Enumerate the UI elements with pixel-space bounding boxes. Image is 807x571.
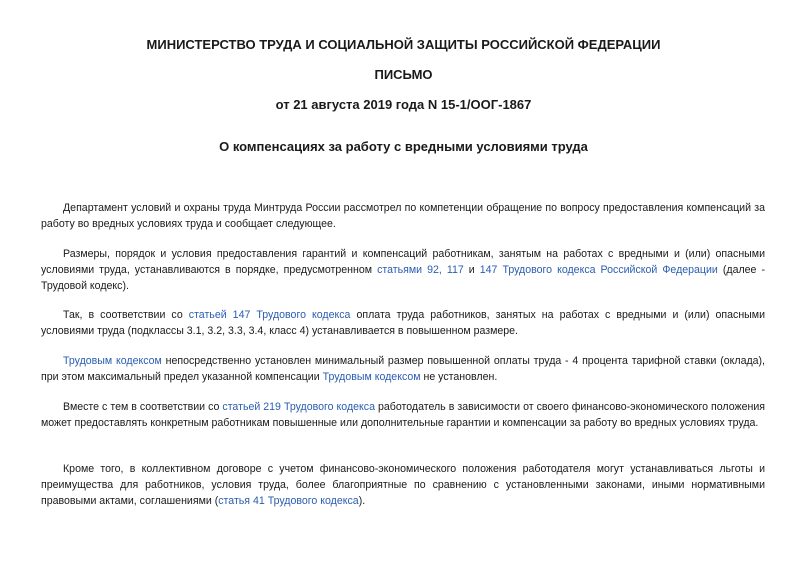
link-article-147[interactable]: статьей 147 Трудового кодекса [188, 309, 351, 321]
paragraph-2-text-2: и [463, 264, 480, 276]
paragraph-2-text-3: (далее - Трудовой кодекс). [41, 264, 765, 292]
paragraph-5-text-1: Вместе с тем в соответствии со [63, 401, 223, 413]
paragraph-1 [41, 200, 765, 232]
paragraph-1-text: Департамент условий и охраны труда Минтруда России рассмотрел по компетенции обращение по вопросу предоставления компенсаций за работу во вредных условиях труда и сообщает следующее. [41, 202, 765, 230]
ministry-title: МИНИСТЕРСТВО ТРУДА И СОЦИАЛЬНОЙ ЗАЩИТЫ РОССИЙСКОЙ ФЕДЕРАЦИИ [146, 37, 661, 52]
paragraph-5 [41, 399, 765, 431]
paragraph-4-text-1: непосредственно установлен минимальный размер повышенной оплаты труда - 4 процента тарифной ставки (оклада), при этом максимальный предел указанной компенсации [41, 355, 766, 383]
link-labor-code-2[interactable]: Трудовым кодексом [322, 371, 421, 383]
paragraph-2 [41, 246, 765, 294]
paragraph-6 [41, 461, 765, 509]
paragraph-2-text-1: Размеры, порядок и условия предоставления гарантий и компенсаций работникам, занятым на работах с вредными и (или) опасными условиями труда, устанавливаются в порядке, предусмотренном [41, 248, 765, 276]
document-type: ПИСЬМО [374, 67, 433, 82]
link-articles-92-117[interactable]: статьями 92, 117 [377, 264, 464, 276]
link-article-219[interactable]: статьей 219 Трудового кодекса [222, 401, 375, 413]
document-date-number: от 21 августа 2019 года N 15-1/ООГ-1867 [275, 97, 532, 112]
paragraph-4-text-2: не установлен. [420, 371, 498, 383]
paragraph-6-text-2: ). [358, 495, 366, 507]
paragraph-3-text-1: Так, в соответствии со [63, 309, 189, 321]
paragraph-3-text-2: оплата труда работников, занятых на работах с вредными и (или) опасными условиями труда (подклассы 3.1, 3.2, 3.3, 3.4, класс 4) устанавливается в повышенном размере. [41, 309, 765, 337]
link-article-147-labor-code-rf[interactable]: 147 Трудового кодекса Российской Федерации [479, 264, 718, 276]
paragraph-6-text-1: Кроме того, в коллективном договоре с учетом финансово-экономического положения работодателя могут устанавливаться льготы и преимущества для работников, условия труда, более благоприятные по сравнению с установленными законами, иными нормативными правовыми актами, соглашениями ( [41, 463, 765, 507]
paragraph-3 [41, 307, 765, 339]
document-subject: О компенсациях за работу с вредными условиями труда [219, 139, 588, 154]
link-article-41[interactable]: статья 41 Трудового кодекса [218, 495, 359, 507]
paragraph-5-text-2: работодатель в зависимости от своего финансово-экономического положения может предоставлять конкретным работникам повышенные или дополнительные гарантии и компенсации за работу во вредных условиях труда. [41, 401, 765, 429]
paragraph-4 [41, 353, 765, 385]
link-labor-code-1[interactable]: Трудовым кодексом [63, 355, 162, 367]
